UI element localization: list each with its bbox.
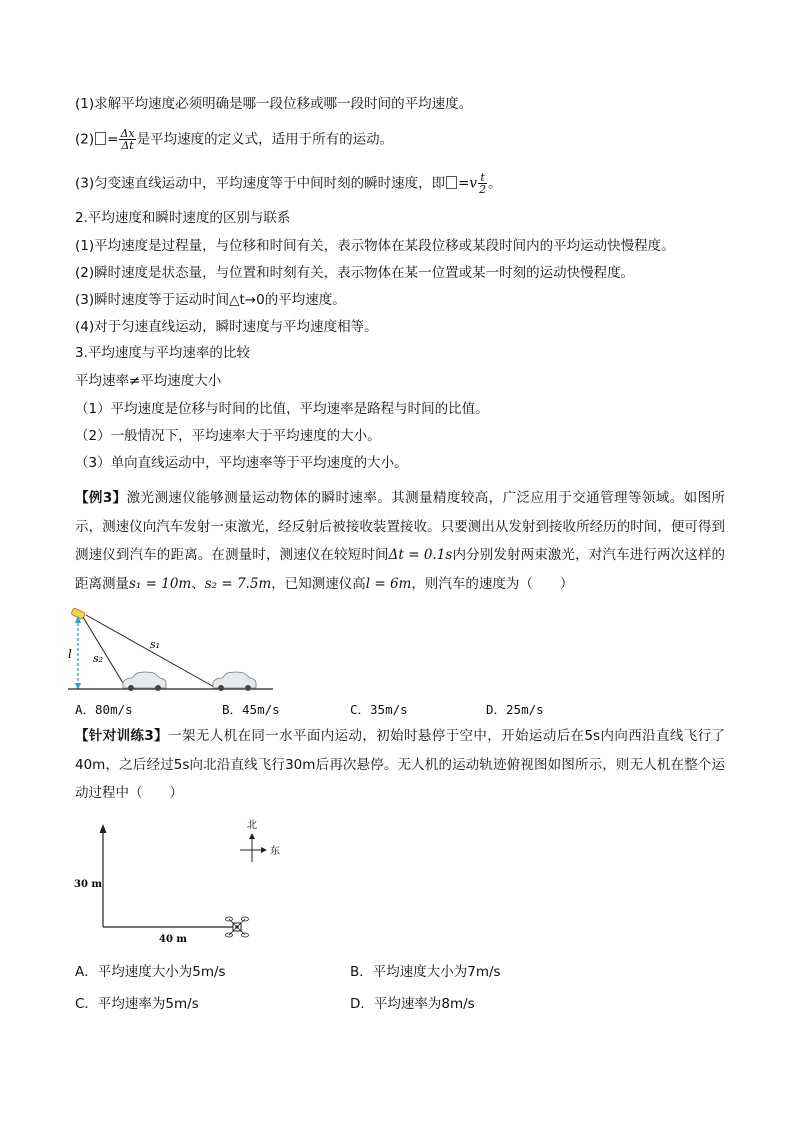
section-3-item: （3）单向直线运动中，平均速率等于平均速度的大小。: [75, 455, 408, 471]
example-3-tag: 【例3】: [75, 490, 127, 506]
option-d[interactable]: D．25m/s: [486, 702, 544, 717]
note-item-1: (1)求解平均速度必须明确是哪一段位移或哪一段时间的平均速度。: [75, 96, 473, 112]
delta-x-over-delta-t-fraction: [119, 128, 135, 151]
drone-trajectory-figure: [70, 812, 300, 952]
section-3-title: 3.平均速度与平均速率的比较: [75, 345, 250, 361]
question-text: 内分别发射两束激光，对汽车进行两次这样的距离测量: [75, 547, 726, 592]
missing-glyph-box: [446, 176, 457, 189]
section-2-item: (4)对于匀速直线运动，瞬时速度与平均速度相等。: [75, 319, 378, 335]
section-2-title: 2.平均速度和瞬时速度的区别与联系: [75, 210, 291, 226]
option-c[interactable]: C．平均速率为5m/s: [75, 996, 199, 1012]
option-b[interactable]: B．平均速度大小为7m/s: [350, 964, 501, 980]
note-item-3-suffix: 。: [488, 175, 502, 192]
question-text: 一架无人机在同一水平面内运动，初始时悬停于空中，开始运动后在5s内向西沿直线飞行了40m，之后经过5s向北沿直线飞行30m后再次悬停。无人机的运动轨迹俯视图如图所示，则无人机在整个运动过程中（ ）: [75, 728, 725, 801]
compass-icon: [240, 833, 267, 862]
option-b[interactable]: B．45m/s: [222, 702, 280, 717]
laser-speedometer-figure: [68, 606, 278, 694]
label-s2: s₂: [93, 652, 104, 665]
training-3-tag: 【针对训练3】: [75, 728, 169, 744]
s2-value: s₂ = 7.5m: [204, 575, 272, 592]
label-s1: s₁: [150, 638, 161, 651]
note-item-2: [75, 128, 393, 151]
option-d[interactable]: D．平均速率为8m/s: [350, 996, 475, 1012]
t-over-2-fraction: [478, 172, 487, 195]
option-c[interactable]: C．35m/s: [350, 702, 408, 717]
note-item-2-suffix: 是平均速度的定义式，适用于所有的运动。: [136, 131, 394, 148]
section-2-item: (1)平均速度是过程量，与位移和时间有关，表示物体在某段位移或某段时间内的平均运动快慢程度。: [75, 238, 675, 254]
note-item-3-eq: =v: [458, 175, 478, 192]
s1-value: s₁ = 10m: [129, 575, 192, 592]
question-text: ，则汽车的速度为（ ）: [411, 575, 574, 592]
fraction-numerator: t: [478, 172, 487, 184]
note-item-3-prefix: (3)匀变速直线运动中，平均速度等于中间时刻的瞬时速度，即: [75, 175, 446, 192]
section-2-item: (3)瞬时速度等于运动时间△t→0的平均速度。: [75, 292, 346, 308]
question-text: 激光测速仪能够测量运动物体的瞬时速率。其测量精度较高，广泛应用于交通管理等领域。如图所示，测速仪向汽车发射一束激光，经反射后被接收装置接收。只要测出从发射到接收所经历的时间，便可得到测速仪到汽车的距离。在测量时，测速仪在较短时间: [75, 490, 725, 563]
note-item-3: [75, 172, 502, 195]
delta-t-value: Δt = 0.1s: [388, 547, 453, 563]
compass-north-label: 北: [247, 820, 257, 831]
separator: 、: [191, 575, 205, 592]
label-l: l: [68, 647, 72, 661]
section-3-item: （1）平均速度是位移与时间的比值，平均速率是路程与时间的比值。: [75, 401, 489, 417]
training-3-question: [75, 722, 725, 808]
question-text: ，已知测速仪高: [271, 575, 366, 592]
missing-glyph-box: [95, 132, 106, 145]
section-3-subtitle: 平均速率≠平均速度大小: [75, 373, 222, 389]
note-item-2-eq: =: [107, 131, 119, 148]
car-near-icon: [123, 672, 166, 691]
laser-beam-s2: [83, 617, 126, 688]
example-3-question: [75, 484, 725, 598]
label-30m: 30 m: [74, 879, 102, 890]
arrow-up-icon: [100, 824, 107, 833]
note-item-2-prefix: (2): [75, 131, 95, 148]
car-far-icon: [213, 672, 256, 691]
option-a[interactable]: A．80m/s: [75, 702, 133, 717]
label-40m: 40 m: [159, 934, 187, 945]
fraction-denominator: 2: [479, 183, 487, 196]
section-3-item: （2）一般情况下，平均速率大于平均速度的大小。: [75, 428, 381, 444]
l-value: l = 6m: [365, 575, 412, 592]
option-a[interactable]: A．平均速度大小为5m/s: [75, 964, 226, 980]
fraction-numerator: Δx: [120, 127, 135, 140]
section-2-item: (2)瞬时速度是状态量，与位置和时刻有关，表示物体在某一位置或某一时刻的运动快慢程度。: [75, 265, 635, 281]
fraction-denominator: Δt: [121, 139, 134, 152]
compass-east-label: 东: [270, 846, 280, 857]
